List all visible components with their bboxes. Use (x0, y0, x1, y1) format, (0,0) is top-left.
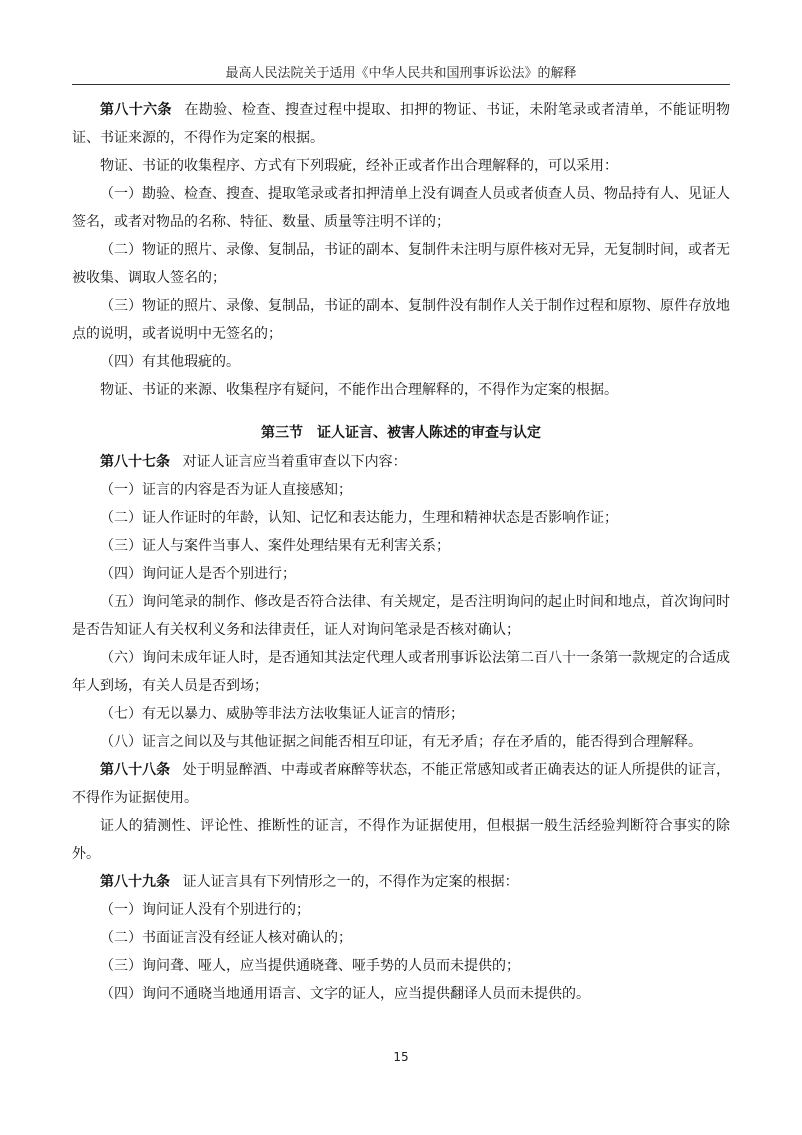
header-rule (72, 84, 730, 85)
list-item: （一）勘验、检查、搜查、提取笔录或者扣押清单上没有调查人员或者侦查人员、物品持有人、见证人签名，或者对物品的名称、特征、数量、质量等注明不详的； (72, 186, 730, 230)
article-number: 第八十七条 (100, 454, 170, 470)
list-item: （五）询问笔录的制作、修改是否符合法律、有关规定，是否注明询问的起止时间和地点，首次询问时是否告知证人有关权利义务和法律责任，证人对询问笔录是否核对确认； (72, 594, 730, 638)
list-item: （六）询问未成年证人时，是否通知其法定代理人或者刑事诉讼法第二百八十一条第一款规定的合适成年人到场，有关人员是否到场； (72, 650, 730, 694)
list-item: （二）书面证言没有经证人核对确认的； (100, 930, 352, 946)
paragraph-text: 在勘验、检查、搜查过程中提取、扣押的物证、书证，未附笔录或者清单，不能证明物证、书证来源的，不得作为定案的根据。 (72, 102, 731, 146)
list-item: （四）询问不通晓当地通用语言、文字的证人，应当提供翻译人员而未提供的。 (100, 986, 590, 1002)
list-item: （一）询问证人没有个别进行的； (100, 902, 310, 918)
section-heading: 第三节 证人证言、被害人陈述的审查与认定 (261, 425, 541, 441)
paragraph: 证人的猜测性、评论性、推断性的证言，不得作为证据使用，但根据一般生活经验判断符合事实的除外。 (72, 818, 730, 862)
running-header: 最高人民法院关于适用《中华人民共和国刑事诉讼法》的解释 (225, 66, 577, 81)
article-87-paragraph (72, 448, 730, 476)
paragraph: 物证、书证的来源、收集程序有疑问，不能作出合理解释的，不得作为定案的根据。 (100, 382, 618, 398)
list-item: （三）物证的照片、录像、复制品，书证的副本、复制件没有制作人关于制作过程和原物、原件存放地点的说明，或者说明中无签名的； (72, 298, 730, 342)
page-number: 15 (393, 1050, 409, 1064)
article-86-paragraph (72, 96, 730, 152)
paragraph: 物证、书证的收集程序、方式有下列瑕疵，经补正或者作出合理解释的，可以采用： (100, 158, 618, 174)
list-item: （七）有无以暴力、威胁等非法方法收集证人证言的情形； (100, 706, 464, 722)
list-item: （三）询问聋、哑人，应当提供通晓聋、哑手势的人员而未提供的； (100, 958, 520, 974)
list-item: （一）证言的内容是否为证人直接感知； (100, 482, 352, 498)
list-item: （四）询问证人是否个别进行； (100, 566, 296, 582)
page-body (72, 96, 730, 1008)
paragraph-text: 证人证言具有下列情形之一的，不得作为定案的根据： (182, 874, 519, 890)
article-number: 第八十八条 (100, 762, 171, 778)
list-item: （八）证言之间以及与其他证据之间能否相互印证，有无矛盾；存在矛盾的，能否得到合理解释。 (100, 734, 702, 750)
list-item: （二）物证的照片、录像、复制品，书证的副本、复制件未注明与原件核对无异，无复制时间，或者无被收集、调取人签名的； (72, 242, 730, 286)
article-88-paragraph (72, 756, 730, 812)
list-item: （三）证人与案件当事人、案件处理结果有无利害关系； (100, 538, 450, 554)
paragraph-text: 对证人证言应当着重审查以下内容： (182, 454, 407, 470)
list-item: （四）有其他瑕疵的。 (100, 354, 240, 370)
article-number: 第八十九条 (100, 874, 170, 890)
article-89-paragraph (72, 868, 730, 896)
paragraph-text: 处于明显醉酒、中毒或者麻醉等状态，不能正常感知或者正确表达的证人所提供的证言，不得作为证据使用。 (72, 762, 731, 806)
article-number: 第八十六条 (100, 102, 172, 118)
list-item: （二）证人作证时的年龄，认知、记忆和表达能力，生理和精神状态是否影响作证； (100, 510, 618, 526)
